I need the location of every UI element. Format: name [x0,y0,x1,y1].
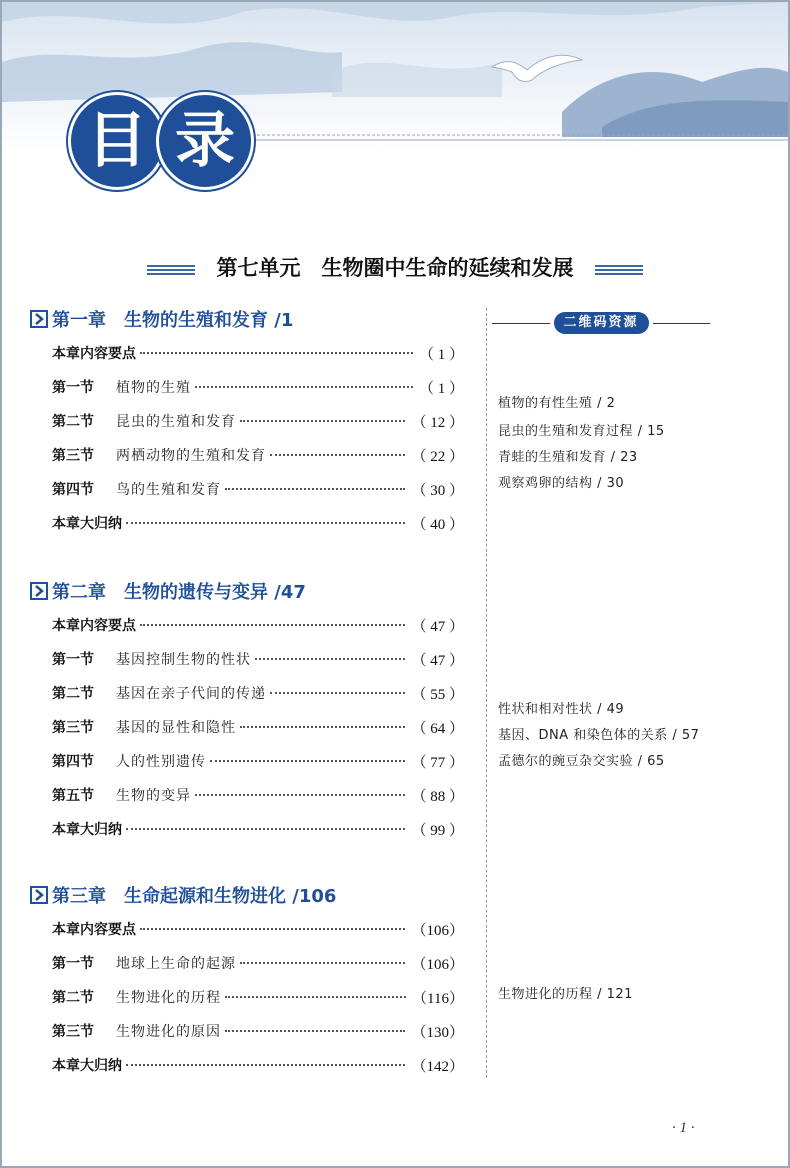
chapter-title: 第一章 生物的生殖和发育 /1 [52,310,294,331]
page-ref: （130） [411,1024,464,1041]
leader-dots [270,692,405,694]
qr-resource-item[interactable]: 孟德尔的豌豆杂交实验 / 65 [498,754,665,769]
section-title: 生物进化的原因 [116,1024,221,1040]
page-ref: （106） [411,956,464,973]
leader-dots [255,658,405,660]
leader-dots [126,1064,405,1066]
section-label: 第三节 [52,448,94,464]
leader-dots [225,488,405,490]
section-title: 昆虫的生殖和发育 [116,414,236,430]
toc-entry[interactable] [52,784,464,806]
section-label: 第四节 [52,482,94,498]
page-ref: （106） [411,922,464,939]
leader-dots [225,1030,405,1032]
toc-entry[interactable] [52,986,464,1008]
section-title: 鸟的生殖和发育 [116,482,221,498]
qr-resource-item[interactable]: 观察鸡卵的结构 / 30 [498,476,625,491]
chapter-title: 第二章 生物的遗传与变异 /47 [52,582,306,603]
leader-dots [140,928,405,930]
page-ref: （ 22 ） [411,448,464,465]
leader-dots [270,454,405,456]
toc-entry[interactable] [52,716,464,738]
page-number: · 1 · [672,1120,695,1136]
section-title: 基因控制生物的性状 [116,652,251,668]
unit-heading [0,252,790,282]
leader-dots [210,760,405,762]
qr-resource-item[interactable]: 性状和相对性状 / 49 [498,702,625,717]
leader-dots [195,386,413,388]
page-ref: （ 55 ） [411,686,464,703]
toc-entry[interactable] [52,1020,464,1042]
qr-resource-item[interactable]: 基因、DNA 和染色体的关系 / 57 [498,728,700,743]
section-title: 生物的变异 [116,788,191,804]
section-label: 第三节 [52,1024,94,1040]
column-divider [486,308,487,1078]
page-ref: （ 47 ） [411,618,464,635]
leader-dots [240,962,405,964]
section-title: 基因在亲子代间的传递 [116,686,266,702]
section-title: 两栖动物的生殖和发育 [116,448,266,464]
section-title: 人的性别遗传 [116,754,206,770]
chevron-right-icon [30,310,48,328]
toc-entry[interactable] [52,478,464,500]
section-title: 生物进化的历程 [116,990,221,1006]
chapter-heading[interactable] [30,578,306,604]
section-label: 第二节 [52,990,94,1006]
leader-dots [140,352,413,354]
qr-resource-item[interactable]: 昆虫的生殖和发育过程 / 15 [498,424,665,439]
page-ref: （ 99 ） [411,822,464,839]
section-label: 本章内容要点 [52,922,136,938]
page-ref: （ 30 ） [411,482,464,499]
chapter-heading[interactable] [30,882,336,908]
section-label: 第一节 [52,652,94,668]
qr-resource-item[interactable]: 生物进化的历程 / 121 [498,987,633,1002]
section-label: 第一节 [52,380,94,396]
toc-entry[interactable] [52,750,464,772]
qr-resources-label: 二维码资源 [554,312,649,334]
page-ref: （ 64 ） [411,720,464,737]
toc-entry[interactable] [52,376,464,398]
heading-decoration [595,265,643,274]
leader-dots [195,794,405,796]
toc-entry[interactable] [52,818,464,840]
qr-resource-item[interactable]: 植物的有性生殖 / 2 [498,396,616,411]
chapter-title: 第三章 生命起源和生物进化 /106 [52,886,337,907]
qr-resource-item[interactable]: 青蛙的生殖和发育 / 23 [498,450,638,465]
page-ref: （116） [412,990,464,1007]
chapter-heading[interactable] [30,306,293,332]
leader-dots [126,522,405,524]
section-title: 地球上生命的起源 [116,956,236,972]
toc-entry[interactable] [52,444,464,466]
section-label: 第二节 [52,414,94,430]
title-char-circle: 目 [68,92,166,190]
chevron-right-icon [30,886,48,904]
page-ref: （ 88 ） [411,788,464,805]
title-char-circle: 录 [156,92,254,190]
section-label: 第二节 [52,686,94,702]
section-label: 本章大归纳 [52,516,122,532]
toc-entry[interactable] [52,512,464,534]
toc-entry[interactable] [52,682,464,704]
section-label: 第一节 [52,956,94,972]
page-ref: （ 12 ） [411,414,464,431]
leader-dots [240,420,405,422]
heading-decoration [147,265,195,274]
toc-entry[interactable] [52,1054,464,1076]
page-ref: （ 1 ） [418,380,464,397]
page-ref: （142） [411,1058,464,1075]
toc-entry[interactable] [52,342,464,364]
leader-dots [140,624,405,626]
leader-dots [126,828,405,830]
toc-entry[interactable] [52,952,464,974]
page-ref: （ 47 ） [411,652,464,669]
leader-dots [225,996,406,998]
toc-entry[interactable] [52,648,464,670]
page-ref: （ 1 ） [418,346,464,363]
unit-title: 第七单元 生物圈中生命的延续和发展 [216,256,574,280]
section-label: 第四节 [52,754,94,770]
section-label: 本章大归纳 [52,822,122,838]
section-label: 本章大归纳 [52,1058,122,1074]
section-label: 本章内容要点 [52,618,136,634]
toc-entry[interactable] [52,410,464,432]
page-ref: （ 40 ） [411,516,464,533]
section-title: 植物的生殖 [116,380,191,396]
toc-entry[interactable] [52,918,464,940]
section-label: 第三节 [52,720,94,736]
section-label: 本章内容要点 [52,346,136,362]
chevron-right-icon [30,582,48,600]
section-label: 第五节 [52,788,94,804]
leader-dots [240,726,405,728]
toc-entry[interactable] [52,614,464,636]
page-ref: （ 77 ） [411,754,464,771]
section-title: 基因的显性和隐性 [116,720,236,736]
qr-resources-header [492,312,710,334]
